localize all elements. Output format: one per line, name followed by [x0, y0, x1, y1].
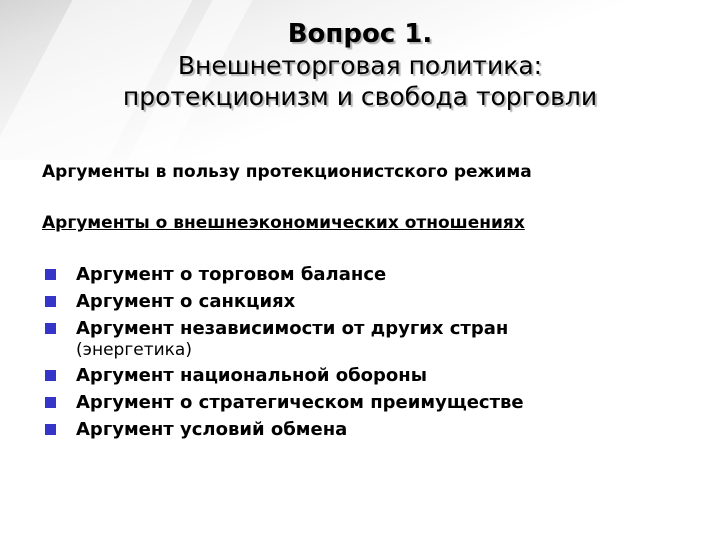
list-item: [42, 417, 702, 443]
list-item-label: Аргумент независимости от других стран: [76, 318, 509, 339]
square-bullet-icon: [45, 370, 56, 381]
title-question: Вопрос 1.: [287, 19, 433, 49]
list-item-label: Аргумент о стратегическом преимуществе: [76, 392, 524, 413]
title-topic: Внешнеторговая политика:: [177, 51, 543, 80]
square-bullet-icon: [45, 296, 56, 307]
square-bullet-icon: [45, 397, 56, 408]
list-item: [42, 363, 702, 389]
section-heading: Аргументы в пользу протекционистского режима: [42, 162, 532, 182]
slide-title: [0, 18, 720, 112]
list-item: [42, 289, 702, 315]
list-item-label: Аргумент условий обмена: [76, 419, 348, 440]
list-item: [42, 262, 702, 288]
list-item-note: (энергетика): [76, 340, 192, 360]
section-subheading: Аргументы о внешнеэкономических отношениях: [42, 213, 525, 233]
square-bullet-icon: [45, 323, 56, 334]
list-item-label: Аргумент о санкциях: [76, 291, 296, 312]
list-item-label: Аргумент национальной обороны: [76, 365, 428, 386]
square-bullet-icon: [45, 269, 56, 280]
list-item: [42, 316, 702, 360]
argument-list: [42, 262, 702, 443]
square-bullet-icon: [45, 424, 56, 435]
slide-body: [42, 160, 702, 444]
list-item-label: Аргумент о торговом балансе: [76, 264, 387, 285]
title-subtopic: протекционизм и свобода торговли: [122, 82, 598, 111]
list-item: [42, 390, 702, 416]
